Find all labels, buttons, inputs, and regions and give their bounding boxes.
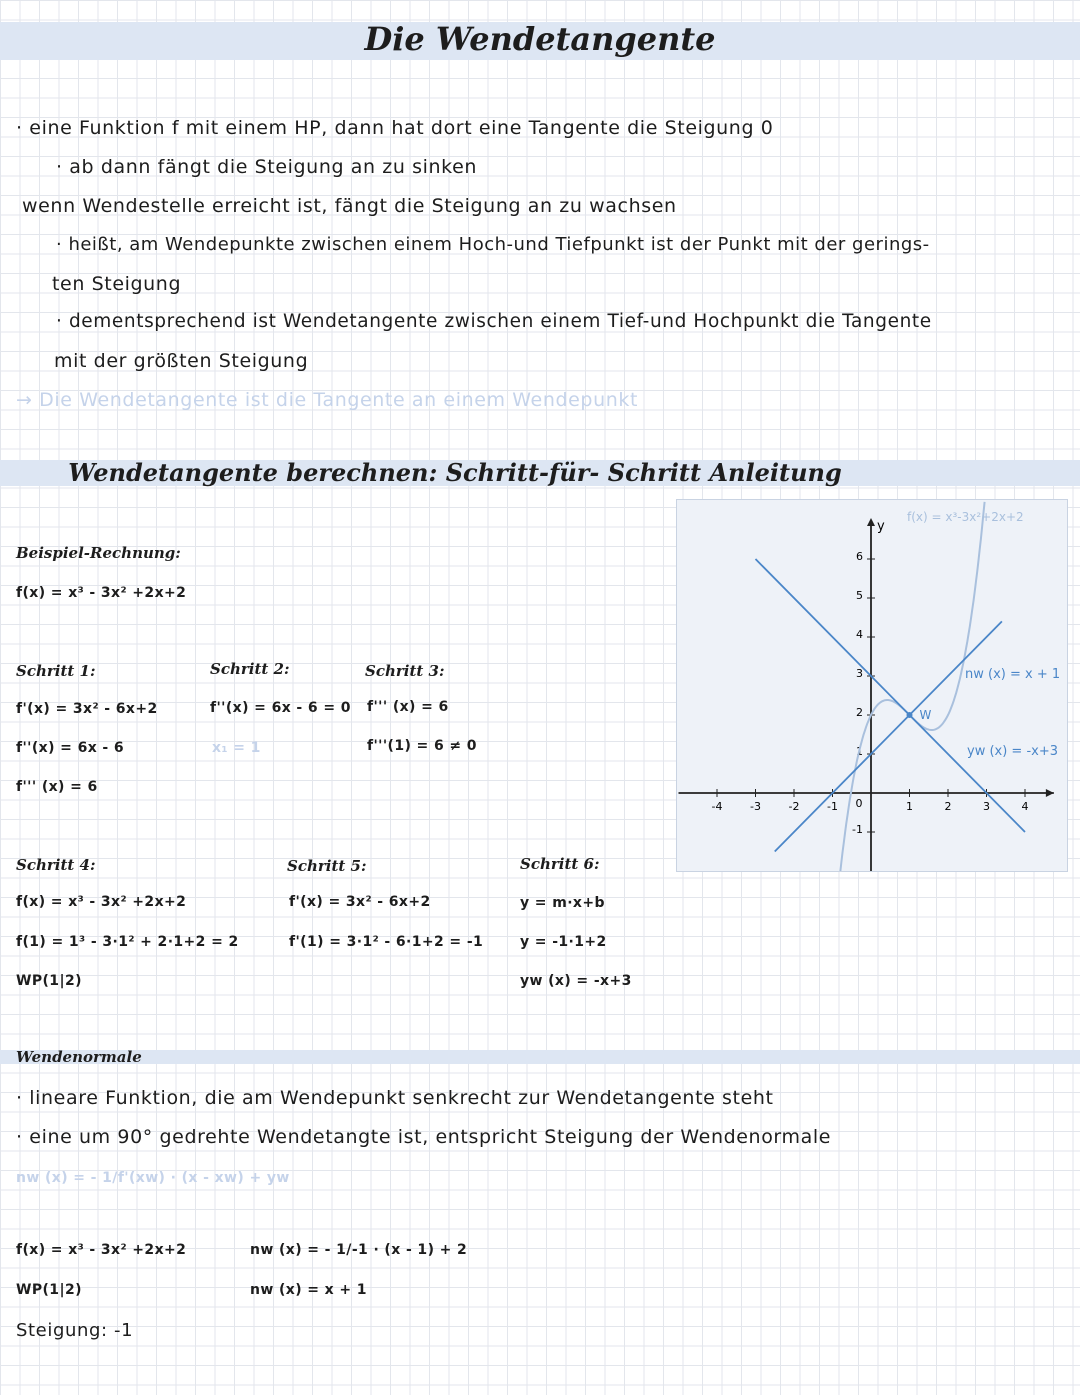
step3-heading: Schritt 3: bbox=[365, 662, 445, 680]
y-tick-label: 1 bbox=[856, 745, 863, 758]
y-tick-label: 6 bbox=[856, 550, 863, 563]
x-tick-label: 2 bbox=[944, 800, 952, 813]
normal-line-label: nw (x) = x + 1 bbox=[965, 667, 1061, 682]
step4-heading: Schritt 4: bbox=[16, 856, 96, 874]
x-axis-arrow-icon bbox=[1046, 789, 1054, 797]
intro-line-7: mit der größten Steigung bbox=[54, 350, 309, 372]
step3-line2: f'''(1) = 6 ≠ 0 bbox=[367, 738, 477, 754]
intro-line-5: ten Steigung bbox=[52, 273, 182, 295]
normal-line bbox=[775, 621, 1002, 851]
step6-line1: y = m·x+b bbox=[520, 895, 605, 911]
intro-line-6: · dementsprechend ist Wendetangente zwischen einem Tief-und Hochpunkt die Tangente bbox=[56, 311, 932, 332]
section-title: Wendetangente berechnen: Schritt-für- Schritt Anleitung bbox=[68, 458, 842, 487]
y-tick-label: 4 bbox=[856, 628, 863, 641]
step3-line1: f''' (x) = 6 bbox=[367, 699, 449, 715]
example-function: f(x) = x³ - 3x² +2x+2 bbox=[16, 585, 187, 601]
step6-line2: y = -1·1+2 bbox=[520, 934, 607, 950]
step5-line1: f'(x) = 3x² - 6x+2 bbox=[289, 894, 431, 910]
intro-summary: → Die Wendetangente ist die Tangente an einem Wendepunkt bbox=[16, 389, 639, 411]
intro-line-4: · heißt, am Wendepunkte zwischen einem Hoch-und Tiefpunkt ist der Punkt mit der gerings- bbox=[56, 234, 930, 255]
tangent-line-label: yw (x) = -x+3 bbox=[967, 744, 1058, 759]
step1-line1: f'(x) = 3x² - 6x+2 bbox=[16, 701, 158, 717]
inflection-point-label: W bbox=[919, 708, 932, 722]
page-title: Die Wendetangente bbox=[364, 20, 716, 58]
x-tick-label: 3 bbox=[983, 800, 990, 813]
step6-line3: yw (x) = -x+3 bbox=[520, 973, 632, 989]
wendenormale-band bbox=[0, 1050, 1080, 1064]
step1-line3: f''' (x) = 6 bbox=[16, 779, 98, 795]
normal-example-function: f(x) = x³ - 3x² +2x+2 bbox=[16, 1242, 187, 1258]
x-tick-label: 1 bbox=[906, 800, 913, 813]
x-tick-label: -2 bbox=[788, 800, 800, 813]
graph-panel bbox=[676, 499, 1068, 872]
y-tick-label: -1 bbox=[852, 823, 863, 836]
y-tick-label: 5 bbox=[856, 589, 863, 602]
wendenormale-formula: nw (x) = - 1/f'(xw) · (x - xw) + yw bbox=[16, 1170, 290, 1186]
y-axis-label: y bbox=[877, 519, 885, 534]
step6-heading: Schritt 6: bbox=[520, 855, 600, 873]
wendenormale-heading: Wendenormale bbox=[16, 1048, 142, 1066]
y-tick-label: 2 bbox=[856, 706, 863, 719]
x-tick-label: -3 bbox=[750, 800, 761, 813]
wendenormale-line-1: · lineare Funktion, die am Wendepunkt senkrecht zur Wendetangente steht bbox=[16, 1087, 774, 1109]
wendenormale-line-2: · eine um 90° gedrehte Wendetangte ist, entspricht Steigung der Wendenormale bbox=[16, 1126, 832, 1148]
y-axis-arrow-icon bbox=[867, 518, 875, 526]
step4-line1: f(x) = x³ - 3x² +2x+2 bbox=[16, 894, 187, 910]
tangent-line bbox=[756, 559, 1026, 832]
step5-line2: f'(1) = 3·1² - 6·1+2 = -1 bbox=[289, 934, 484, 950]
origin-label: 0 bbox=[855, 797, 863, 810]
step5-heading: Schritt 5: bbox=[287, 857, 367, 875]
intro-line-3: wenn Wendestelle erreicht ist, fängt die Steigung an zu wachsen bbox=[22, 195, 677, 217]
intro-line-1: · eine Funktion f mit einem HP, dann hat dort eine Tangente die Steigung 0 bbox=[16, 117, 774, 139]
normal-result-2: nw (x) = x + 1 bbox=[250, 1282, 367, 1298]
step2-heading: Schritt 2: bbox=[210, 660, 290, 678]
x-tick-label: -1 bbox=[827, 800, 838, 813]
normal-example-slope: Steigung: -1 bbox=[16, 1320, 134, 1341]
normal-result-1: nw (x) = - 1/-1 · (x - 1) + 2 bbox=[250, 1242, 468, 1258]
normal-example-wp: WP(1|2) bbox=[16, 1282, 82, 1298]
step1-heading: Schritt 1: bbox=[16, 662, 96, 680]
y-tick-label: 3 bbox=[856, 667, 863, 680]
example-heading: Beispiel-Rechnung: bbox=[16, 544, 181, 562]
step2-line1: f''(x) = 6x - 6 = 0 bbox=[210, 700, 351, 716]
intro-line-2: · ab dann fängt die Steigung an zu sinken bbox=[56, 156, 478, 178]
x-tick-label: 4 bbox=[1021, 800, 1029, 813]
step2-line2: x₁ = 1 bbox=[212, 740, 261, 756]
step4-line2: f(1) = 1³ - 3·1² + 2·1+2 = 2 bbox=[16, 934, 239, 950]
function-graph bbox=[677, 500, 1067, 871]
step4-line3: WP(1|2) bbox=[16, 973, 82, 989]
curve-label: f(x) = x³-3x²+2x+2 bbox=[907, 510, 1024, 524]
inflection-point bbox=[907, 712, 913, 718]
step1-line2: f''(x) = 6x - 6 bbox=[16, 740, 125, 756]
x-tick-label: -4 bbox=[711, 800, 723, 813]
